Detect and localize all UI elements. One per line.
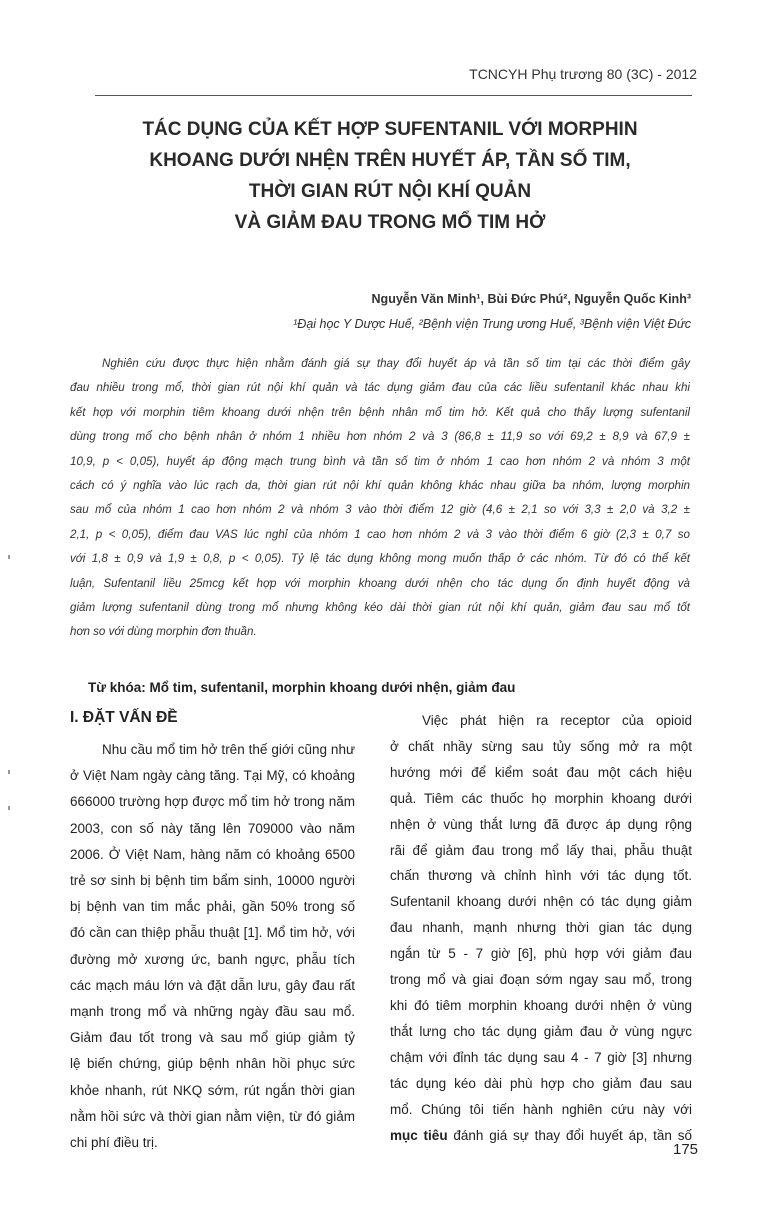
text-line: quả. Tiêm các thuốc họ morphin khoang dưới xyxy=(390,790,692,806)
text-line: Giảm đau tốt trong và sau mổ giúp giảm tỷ xyxy=(70,1030,355,1046)
journal-header: TCNCYH Phụ trương 80 (3C) - 2012 xyxy=(469,66,697,82)
text-line: sau mổ của nhóm 1 cao hơn nhóm 2 và nhóm 3 vào thời điểm 12 giờ (4,6 ± 2,1 so với 3,3 ± 2,0 và 3,2 ± xyxy=(70,503,690,517)
text-line: đau nhanh, mạnh nhưng thời gian tác dụng xyxy=(390,920,692,936)
text-line: nhện ở vùng thắt lưng đã được áp dụng rộng xyxy=(390,816,692,832)
text-line: ở Việt Nam ngày càng tăng. Tại Mỹ, có khoảng xyxy=(70,768,355,784)
abstract xyxy=(70,352,690,645)
text-line: Sufentanil khoang dưới nhện có tác dụng giảm xyxy=(390,894,692,910)
scan-mark xyxy=(8,555,10,559)
right-column xyxy=(390,708,692,1148)
text-line: chi phí điều trị. xyxy=(70,1135,158,1151)
text-line: 10,9, p < 0,05), huyết áp động mạch trung bình và tần số tim ở nhóm 1 cao hơn nhóm 2 và nhóm 3 một xyxy=(70,454,690,468)
text-line: tác dụng kéo dài phù hợp cho giảm đau sau xyxy=(390,1075,692,1091)
text-line: luận, Sufentanil liều 25mcg kết hợp với morphin khoang dưới nhện cho tác dụng ổn định huyết động và xyxy=(70,576,690,590)
text-line: rãi để giảm đau trong mổ lấy thai, phẫu thuật xyxy=(390,842,692,858)
text-line: giảm lượng sufentanil dùng trong mổ nhưng không kéo dài thời gian rút nội khí quản, giảm đau sau mổ tốt xyxy=(70,601,690,615)
text-line: hướng mới để kiểm soát đau một cách hiệu xyxy=(390,764,692,780)
text-line: các mạch máu lớn và đặt dẫn lưu, gây đau rất xyxy=(70,977,355,993)
header-rule xyxy=(95,95,692,96)
text-line: 2003, con số này tăng lên 709000 vào năm xyxy=(70,820,355,836)
title-line: KHOANG DƯỚI NHỆN TRÊN HUYẾT ÁP, TẦN SỐ TIM, xyxy=(149,150,631,171)
text-line: Việc phát hiện ra receptor của opioid xyxy=(422,713,692,728)
text-line: cách có ý nghĩa vào lúc rạch da, thời gian rút nội khí quản không khác nhau giữa ba nhóm, lượng morphin xyxy=(70,479,690,493)
section-heading: I. ĐẶT VẤN ĐỀ xyxy=(70,709,178,726)
text-line: 2,1, p < 0,05), điểm đau VAS lúc nghỉ của nhóm 1 cao hơn nhóm 2 và 3 vào thời điểm 6 giờ (2,3 ± 0,7 so xyxy=(70,527,690,541)
authors: Nguyễn Văn Minh¹, Bùi Đức Phú², Nguyễn Quốc Kinh³ xyxy=(371,292,691,306)
text-line: mạnh trong mổ và những ngày đầu sau mổ. xyxy=(70,1004,355,1020)
text-line: với 1,8 ± 0,9 và 1,9 ± 0,8, p < 0,05). Tỷ lệ tác dụng không mong muốn thấp ở các nhóm. Từ đó có thể kết xyxy=(70,552,690,566)
page-number: 175 xyxy=(673,1141,699,1158)
text-line: đó cần can thiệp phẫu thuật [1]. Mổ tim hở, với xyxy=(70,925,355,941)
text-line: kết hợp với morphin tiêm khoang dưới nhện trên bệnh nhân mổ tim hở. Kết quả cho thấy lượng sufentanil xyxy=(70,405,690,419)
emphasis: mục tiêu xyxy=(390,1127,448,1143)
article-title xyxy=(60,114,720,238)
left-column xyxy=(70,737,355,1156)
text-line: chậm với đỉnh tác dụng sau 4 - 7 giờ [3] nhưng xyxy=(390,1049,692,1065)
text-line: nằm hồi sức và thời gian nằm viện, từ đó giảm xyxy=(70,1108,355,1124)
text-line: trẻ sơ sinh bị bệnh tim bẩm sinh, 10000 người xyxy=(70,873,355,889)
title-line: THỜI GIAN RÚT NỘI KHÍ QUẢN xyxy=(248,181,532,202)
text-line: 666000 trường hợp được mổ tim hở trong năm xyxy=(70,794,355,810)
text-span: đánh giá sự thay đổi huyết áp, tần số xyxy=(447,1127,692,1143)
text-line: ngắn từ 5 - 7 giờ [6], phù hợp với giảm đau xyxy=(390,946,692,962)
text-line xyxy=(390,1123,692,1149)
text-line: đau nhiều trong mổ, thời gian rút nội khí quản và tác dụng giảm đau của các liều sufentanil khác nhau khi xyxy=(70,381,690,395)
scan-mark xyxy=(8,806,10,810)
text-line: mổ. Chúng tôi tiến hành nghiên cứu này với xyxy=(390,1101,692,1117)
text-line: dùng trong mổ cho bệnh nhân ở nhóm 1 nhiều hơn nhóm 2 và 3 (86,8 ± 11,9 so với 69,2 ± 8,9 và 67,9 ± xyxy=(70,430,690,444)
text-line: 2006. Ở Việt Nam, hàng năm có khoảng 6500 xyxy=(70,846,355,862)
text-line: khi đó tiêm morphin khoang dưới nhện ở vùng xyxy=(390,997,692,1013)
text-line: khỏe nhanh, rút NKQ sớm, rút ngắn thời gian xyxy=(70,1082,355,1098)
text-line: thắt lưng cho tác dụng giảm đau ở vùng ngực xyxy=(390,1023,692,1039)
title-line: VÀ GIẢM ĐAU TRONG MỔ TIM HỞ xyxy=(234,212,546,233)
text-line: bị bệnh van tim mắc phải, gần 50% trong số xyxy=(70,899,355,915)
keywords: Từ khóa: Mổ tim, sufentanil, morphin khoang dưới nhện, giảm đau xyxy=(88,680,516,695)
text-line: ở chất nhầy sừng sau tủy sống mở ra một xyxy=(390,738,692,754)
title-line: TÁC DỤNG CỦA KẾT HỢP SUFENTANIL VỚI MORPHIN xyxy=(142,119,638,140)
text-line: Nghiên cứu được thực hiện nhằm đánh giá sự thay đổi huyết áp và tần số tim tại các thời điểm gây xyxy=(102,357,690,370)
text-line: chấn thương và chỉnh hình với tác dụng tốt. xyxy=(390,868,692,884)
text-line: đường mở xương ức, banh ngực, phẫu tích xyxy=(70,951,355,967)
text-line: Nhu cầu mổ tim hở trên thế giới cũng như xyxy=(102,742,355,757)
text-line: trong mổ và giai đoạn sớm ngay sau mổ, trong xyxy=(390,972,692,988)
text-line: hơn so với dùng morphin đơn thuần. xyxy=(70,625,257,639)
text-line: lệ biến chứng, giúp bệnh nhân hồi phục sức xyxy=(70,1056,355,1072)
scan-mark xyxy=(8,770,10,774)
affiliations: ¹Đại học Y Dược Huế, ²Bệnh viện Trung ương Huế, ³Bệnh viện Việt Đức xyxy=(293,317,691,331)
